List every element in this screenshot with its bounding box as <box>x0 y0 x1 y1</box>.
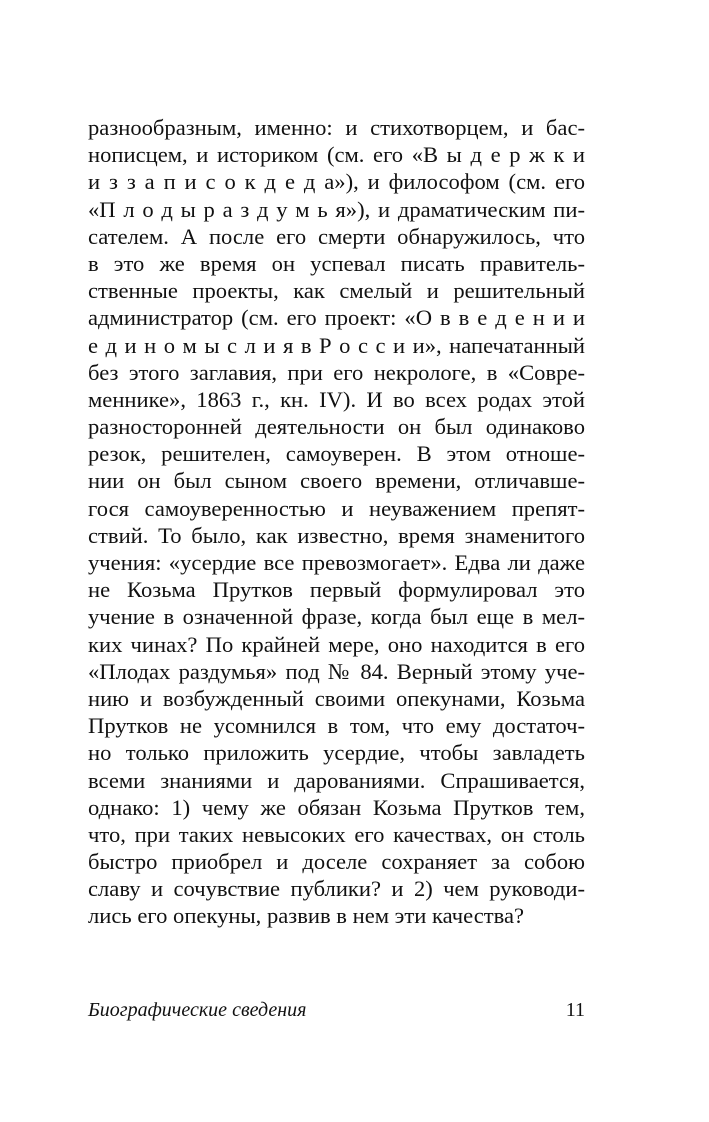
body-text <box>88 114 585 930</box>
text-line: ственные проекты, как смелый и решительный <box>88 278 585 304</box>
text-line: быстро приобрел и доселе сохраняет за собою <box>88 849 585 875</box>
text-line: но только приложить усердие, чтобы завладеть <box>88 740 585 766</box>
text-line: администратор (см. его проект: «О в в е д е н и и <box>88 305 585 331</box>
text-line: нию и возбужденный своими опекунами, Козьма <box>88 685 585 711</box>
text-line: что, при таких невысоких его качествах, он столь <box>88 821 585 847</box>
text-line: славу и сочувствие публики? и 2) чем руководи- <box>88 876 585 902</box>
text-line: меннике», 1863 г., кн. IV). И во всех родах этой <box>88 386 585 412</box>
text-line: резок, решителен, самоуверен. В этом отноше- <box>88 441 585 467</box>
text-line: и з з а п и с о к д е д а»), и философом (см. его <box>88 169 585 195</box>
text-line: разносторонней деятельности он был одинаково <box>88 414 585 440</box>
running-head: Биографические сведения <box>88 999 307 1021</box>
text-line: всеми знаниями и дарованиями. Спрашивается, <box>88 767 585 793</box>
text-line: сателем. А после его смерти обнаружилось, что <box>88 223 585 249</box>
text-line: в это же время он успевал писать правитель- <box>88 250 585 276</box>
text-line: не Козьма Прутков первый формулировал это <box>88 577 585 603</box>
text-line: учение в означенной фразе, когда был еще в мел- <box>88 604 585 630</box>
text-line: е д и н о м ы с л и я в Р о с с и и», напечатанный <box>88 332 585 358</box>
text-line: «П л о д ы р а з д у м ь я»), и драматическим пи- <box>88 196 585 222</box>
text-line: Прутков не усомнился в том, что ему достаточ- <box>88 713 585 739</box>
text-line: «Плодах раздумья» под № 84. Верный этому уче- <box>88 658 585 684</box>
text-line: однако: 1) чему же обязан Козьма Прутков тем, <box>88 794 585 820</box>
text-line-last: лись его опекуны, развив в нем эти качества? <box>88 903 525 929</box>
text-line: нии он был сыном своего времени, отличавше- <box>88 468 585 494</box>
page-footer <box>88 996 585 1024</box>
text-line: нописцем, и историком (см. его «В ы д е р ж к и <box>88 142 585 168</box>
text-line: ствий. То было, как известно, время знаменитого <box>88 522 585 548</box>
text-line: ких чинах? По крайней мере, оно находится в его <box>88 631 585 657</box>
text-line: разнообразным, именно: и стихотворцем, и бас- <box>88 115 585 140</box>
page-number: 11 <box>565 999 585 1021</box>
text-line: без этого заглавия, при его некрологе, в «Совре- <box>88 359 585 385</box>
text-line: учения: «усердие все превозмогает». Едва ли даже <box>88 550 585 575</box>
text-line: гося самоуверенностью и неуважением препят- <box>88 495 585 521</box>
